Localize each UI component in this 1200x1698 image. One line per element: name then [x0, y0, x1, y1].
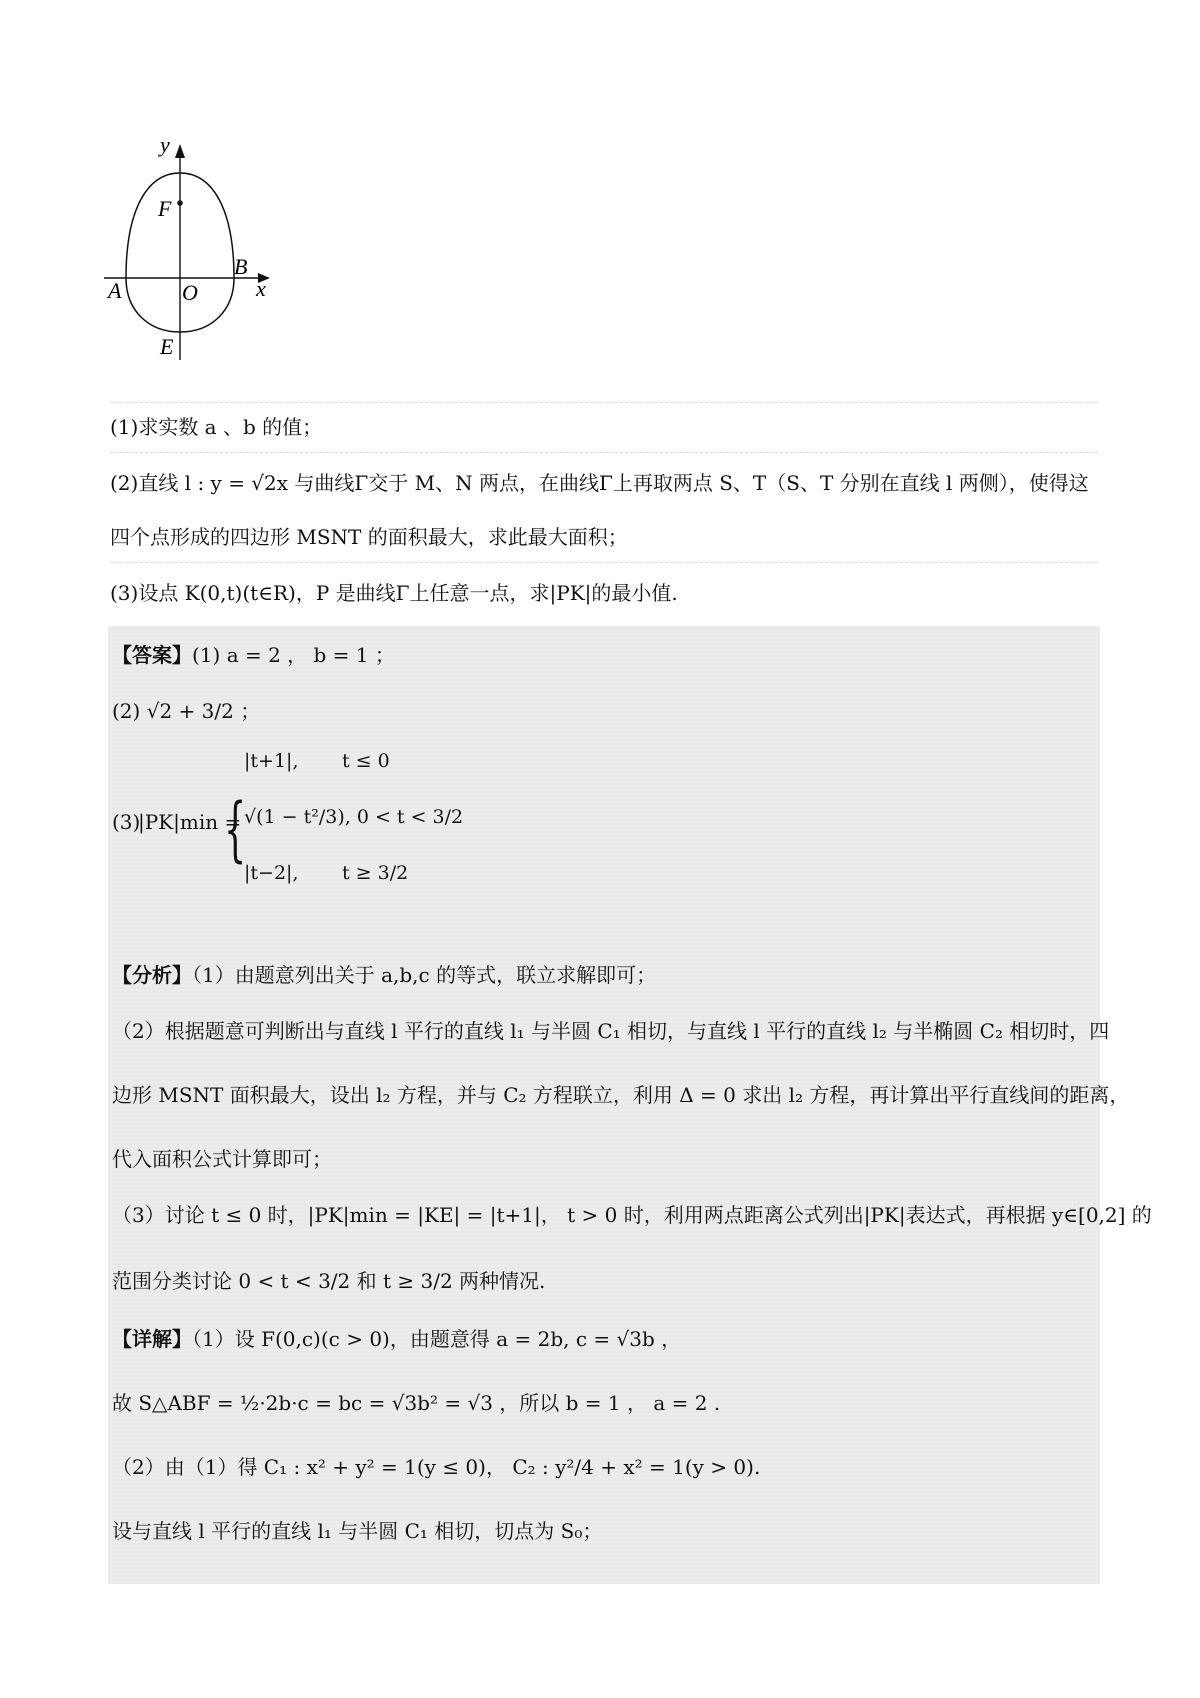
detail-1: （1）设 F(0,c)(c > 0)，由题意得 a = 2b, c = √3b ，: [192, 1327, 682, 1351]
answer-3-lhs: |PK|min =: [138, 810, 242, 834]
point-a-label: A: [108, 278, 122, 303]
question-3: (3)设点 K(0,t)(t∈R)，P 是曲线Γ上任意一点，求|PK|的最小值.: [110, 581, 678, 605]
case-1-condition: t ≤ 0: [342, 750, 390, 772]
detail-line-4: 设与直线 l 平行的直线 l₁ 与半圆 C₁ 相切，切点为 S₀；: [112, 1519, 603, 1543]
analysis-2-line-3: 代入面积公式计算即可；: [112, 1147, 332, 1171]
detail-line-1: [112, 1324, 681, 1354]
x-axis-label: x: [256, 276, 266, 301]
detail-line-3: （2）由（1）得 C₁ : x² + y² = 1(y ≤ 0)， C₂ : y²/4 + x² = 1(y > 0).: [112, 1455, 761, 1479]
detail-label: 【详解】: [112, 1327, 192, 1351]
analysis-3-line-1: （3）讨论 t ≤ 0 时，|PK|min = |KE| = |t+1|， t > 0 时，利用两点距离公式列出|PK|表达式，再根据 y∈[0,2] 的: [112, 1203, 1152, 1227]
detail-line-2: 故 S△ABF = ½·2b·c = bc = √3b² = √3 ，所以 b = 1 ， a = 2 .: [112, 1391, 721, 1415]
case-3-condition: t ≥ 3/2: [342, 862, 409, 884]
focus-point: [177, 200, 183, 206]
case-3: |t−2|,: [244, 862, 299, 884]
analysis-label: 【分析】: [112, 963, 192, 987]
origin-label: O: [182, 280, 198, 305]
answer-line-2: [112, 696, 260, 726]
question-1: (1)求实数 a 、b 的值；: [110, 415, 323, 439]
question-2-line-2: 四个点形成的四边形 MSNT 的面积最大，求此最大面积；: [110, 525, 628, 549]
answer-label: 【答案】: [112, 643, 192, 667]
answer-2-prefix: (2): [112, 699, 141, 723]
answer-line-1: [112, 640, 395, 670]
brace: {: [224, 788, 247, 870]
analysis-2-line-2: 边形 MSNT 面积最大，设出 l₂ 方程，并与 C₂ 方程联立，利用 Δ = 0 求出 l₂ 方程，再计算出平行直线间的距离，: [112, 1083, 1130, 1107]
analysis-3-line-2: 范围分类讨论 0 < t < 3/2 和 t ≥ 3/2 两种情况.: [112, 1269, 546, 1293]
answer-3-prefix: (3): [112, 810, 141, 834]
point-e-label: E: [160, 334, 174, 359]
analysis-1: （1）由题意列出关于 a,b,c 的等式，联立求解即可；: [192, 963, 657, 987]
case-2: √(1 − t²/3), 0 < t < 3/2: [244, 806, 464, 828]
case-1: |t+1|,: [244, 750, 299, 772]
analysis-line-1: [112, 960, 656, 990]
divider: [110, 562, 1098, 563]
point-f-label: F: [158, 196, 172, 221]
divider: [110, 452, 1098, 453]
divider: [110, 402, 1098, 403]
answer-1: (1) a = 2 ， b = 1 ；: [192, 643, 395, 667]
point-b-label: B: [234, 254, 248, 279]
y-axis: [175, 144, 185, 360]
egg-curve-figure: [108, 132, 298, 398]
analysis-2-line-1: （2）根据题意可判断出与直线 l 平行的直线 l₁ 与半圆 C₁ 相切，与直线 l 平行的直线 l₂ 与半椭圆 C₂ 相切时，四: [112, 1019, 1110, 1043]
y-axis-label: y: [160, 132, 170, 157]
question-2-line-1: (2)直线 l : y = √2x 与曲线Γ交于 M、N 两点，在曲线Γ上再取两点 S、T（S、T 分别在直线 l 两侧），使得这: [110, 471, 1089, 495]
answer-3-block: [112, 750, 512, 900]
answer-2-math: √2 + 3/2 ；: [146, 699, 261, 723]
